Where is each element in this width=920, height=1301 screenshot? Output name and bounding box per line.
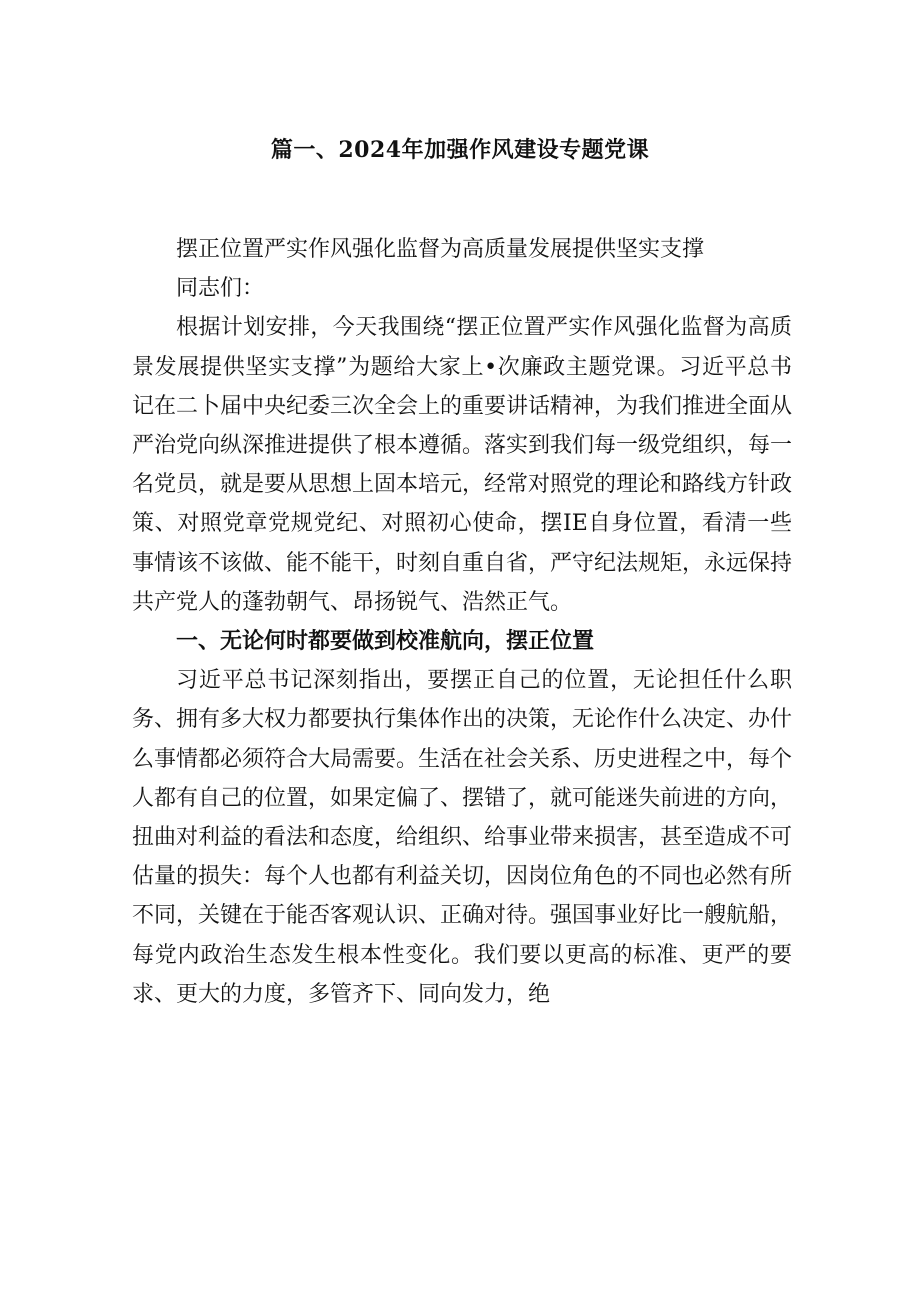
paragraph: 习近平总书记深刻指出，要摆正自己的位置，无论担任什么职务、拥有多大权力都要执行集体作出的决策，无论作什么决定、办什么事情都必须符合大局需要。生活在社会关系、历史进程之中，每个人都有自己的位置，如果定偏了、摆错了，就可能迷失前进的方向，扭曲对利益的看法和态度，给组织、给事业带来损害，甚至造成不可估量的损失：每个人也都有利益关切，因岗位角色的不同也必然有所不同，关键在于能否客观认识、正确对待。强国事业好比一艘航船，每党内政治生态发生根本性变化。我们要以更高的标准、更严的要求、更大的力度，多管齐下、同向发力，绝 — [132, 668, 793, 1007]
document-title: 篇一、2024年加强作风建设专题党课 — [270, 137, 650, 163]
section-heading: 一、无论何时都要做到校准航向，摆正位置 — [176, 628, 595, 655]
document-body — [132, 230, 792, 1014]
subtitle-line: 摆正位置严实作风强化监督为高质量发展提供坚实支撑 — [176, 237, 705, 262]
paragraph: 根据计划安排，今天我围绕“摆正位置严实作风强化监督为高质景发展提供坚实支撑”为题给大家上•次廉政主题党课。习近平总书记在二卜届中央纪委三次全会上的重要讲话精神，为我们推进全面从严治党向纵深推进提供了根本遵循。落实到我们每一级党组织，每一名党员，就是要从思想上固本培元，经常对照党的理论和路线方针政策、对照党章党规党纪、对照初心使命，摆IE自身位置，看清一些事情该不该做、能不能干，时刻自重自省，严守纪法规矩，永远保持共产党人的蓬勃朝气、昂扬锐气、浩然正气。 — [132, 315, 793, 615]
salutation: 同志们： — [176, 276, 265, 302]
